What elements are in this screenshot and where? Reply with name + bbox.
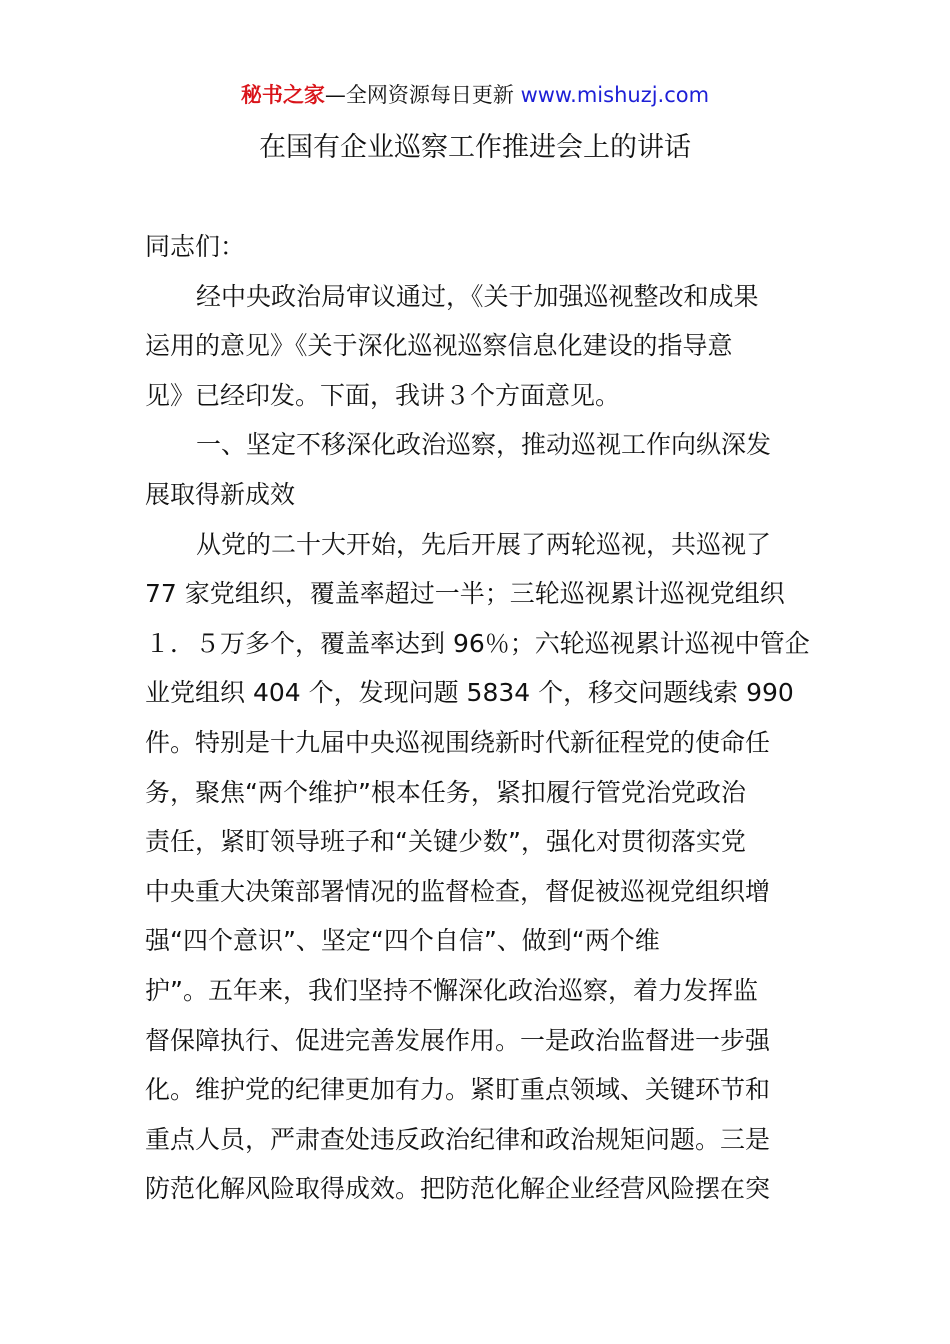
salutation: 同志们： bbox=[145, 232, 246, 261]
paragraph-line: 中央重大决策部署情况的监督检查，督促被巡视党组织增 bbox=[145, 876, 771, 906]
site-header bbox=[0, 80, 950, 110]
paragraph-line: 件。特别是十九届中央巡视围绕新时代新征程党的使命任 bbox=[145, 727, 771, 757]
paragraph-line: １．５万多个，覆盖率达到 96％；六轮巡视累计巡视中管企 bbox=[145, 628, 810, 658]
document-body bbox=[145, 222, 815, 1214]
paragraph-line: 见》已经印发。下面，我讲３个方面意见。 bbox=[145, 380, 621, 410]
section-heading-line: 展取得新成效 bbox=[145, 479, 296, 509]
paragraph-line: 业党组织 404 个，发现问题 5834 个，移交问题线索 990 bbox=[145, 678, 794, 708]
paragraph-line: 77 家党组织，覆盖率超过一半；三轮巡视累计巡视党组织 bbox=[145, 579, 785, 609]
paragraph-line: 护”。五年来，我们坚持不懈深化政治巡察，着力发挥监 bbox=[145, 975, 758, 1005]
site-tagline: —全网资源每日更新 bbox=[324, 83, 514, 107]
paragraph-line: 务，聚焦“两个维护”根本任务，紧扣履行管党治党政治 bbox=[145, 777, 746, 807]
paragraph-line: 督保障执行、促进完善发展作用。一是政治监督进一步强 bbox=[145, 1025, 771, 1055]
document-title: 在国有企业巡察工作推进会上的讲话 bbox=[259, 132, 691, 163]
paragraph-line: 化。维护党的纪律更加有力。紧盯重点领域、关键环节和 bbox=[145, 1075, 771, 1105]
paragraph-line: 防范化解风险取得成效。把防范化解企业经营风险摆在突 bbox=[145, 1174, 771, 1204]
paragraph-line: 重点人员，严肃查处违反政治纪律和政治规矩问题。三是 bbox=[145, 1124, 771, 1154]
paragraph-line: 运用的意见》《关于深化巡视巡察信息化建设的指导意 bbox=[145, 331, 733, 361]
section-heading-line: 一、坚定不移深化政治巡察，推动巡视工作向纵深发 bbox=[196, 430, 772, 460]
paragraph-line: 强“四个意识”、坚定“四个自信”、做到“两个维 bbox=[145, 926, 660, 956]
site-brand: 秘书之家 bbox=[240, 83, 325, 107]
paragraph-line: 经中央政治局审议通过，《关于加强巡视整改和成果 bbox=[196, 281, 759, 311]
site-url-link[interactable]: www.mishuzj.com bbox=[520, 83, 710, 107]
paragraph-line: 从党的二十大开始，先后开展了两轮巡视，共巡视了 bbox=[196, 529, 772, 559]
paragraph-line: 责任，紧盯领导班子和“关键少数”，强化对贯彻落实党 bbox=[145, 827, 746, 857]
